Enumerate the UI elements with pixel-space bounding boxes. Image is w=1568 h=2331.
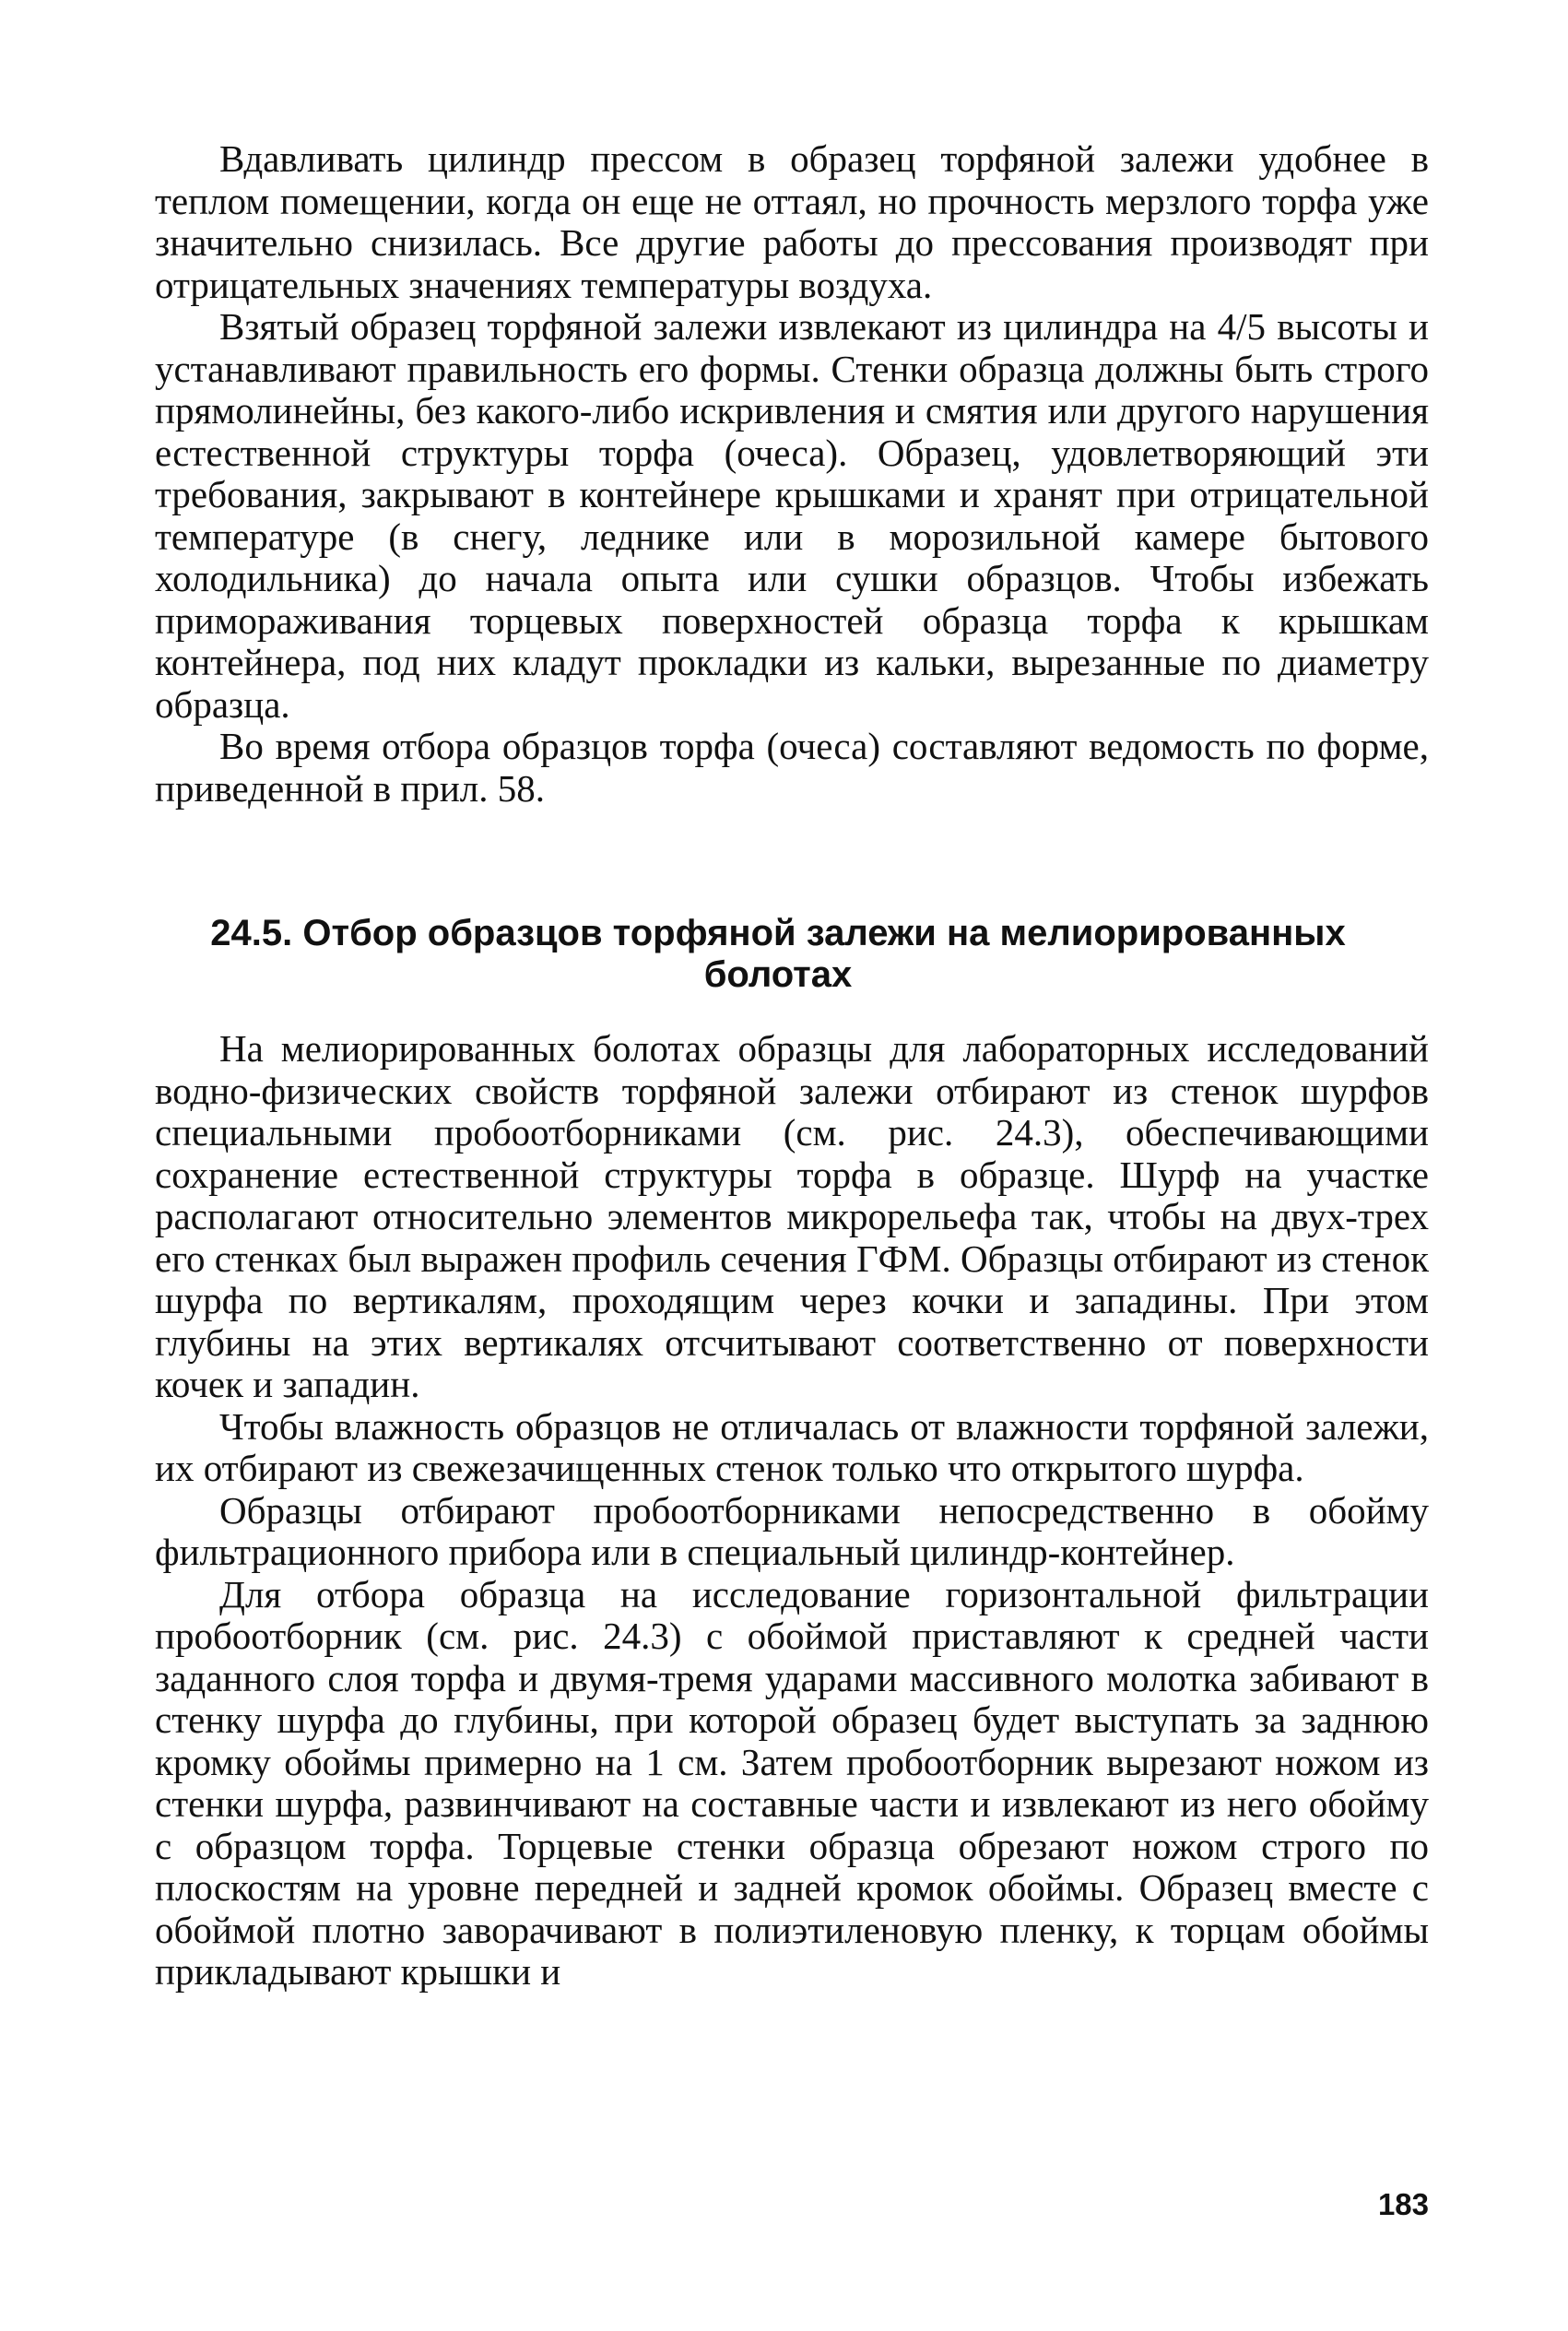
paragraph: На мелиорированных болотах образцы для лабораторных исследований водно-физических свойств торфяной залежи отбирают из стенок шурфов специальными пробоотборниками (см. рис. 24.3), обеспечивающими сохранение естественной структуры торфа в образце. Шурф на участке располагают относительно элементов микрорельефа так, чтобы на двух-трех его стенках был выражен профиль сечения ГФМ. Образцы отбирают из стенок шурфа по вертикалям, проходящим через кочки и западины. При этом глубины на этих вертикалях отсчитывают соответственно от поверхности кочек и западин. bbox=[155, 1027, 1429, 1405]
paragraph: Вдавливать цилиндр прессом в образец торфяной залежи удобнее в теплом помещении, когда он еще не оттаял, но прочность мерзлого торфа уже значительно снизилась. Все другие работы до прессования производят при отрицательных значениях температуры воздуха. bbox=[155, 137, 1429, 306]
paragraph: Чтобы влажность образцов не отличалась от влажности торфяной залежи, их отбирают из свежезачищенных стенок только что открытого шурфа. bbox=[155, 1404, 1429, 1489]
paragraph: Образцы отбирают пробоотборниками непосредственно в обойму фильтрационного прибора или в специальный цилиндр-контейнер. bbox=[155, 1488, 1429, 1573]
text-block-bottom bbox=[155, 1028, 1429, 1994]
paragraph: Во время отбора образцов торфа (очеса) составляют ведомость по форме, приведенной в прил. 58. bbox=[155, 725, 1429, 810]
text-block-top bbox=[155, 138, 1429, 810]
paragraph: Взятый образец торфяной залежи извлекают из цилиндра на 4/5 высоты и устанавливают правильность его формы. Стенки образца должны быть строго прямолинейны, без какого-либо искривления и смятия или другого нарушения естественной структуры торфа (очеса). Образец, удовлетворяющий эти требования, закрывают в контейнере крышками и хранят при отрицательной температуре (в снегу, леднике или в морозильной камере бытового холодильника) до начала опыта или сушки образцов. Чтобы избежать примораживания торцевых поверхностей образца торфа к крышкам контейнера, под них кладут прокладки из кальки, вырезанные по диаметру образца. bbox=[155, 305, 1429, 726]
section-heading: 24.5. Отбор образцов торфяной залежи на мелиорированных болотах bbox=[210, 913, 1346, 995]
page-number: 183 bbox=[1377, 2187, 1429, 2221]
paragraph: Для отбора образца на исследование горизонтальной фильтрации пробоотборник (см. рис. 24.3) с обоймой приставляют к средней части заданного слоя торфа и двумя-тремя ударами массивного молотка забивают в стенку шурфа до глубины, при которой образец будет выступать за заднюю кромку обоймы примерно на 1 см. Затем пробоотборник вырезают ножом из стенки шурфа, развинчивают на составные части и извлекают из него обойму с образцом торфа. Торцевые стенки образца обрезают ножом строго по плоскостям на уровне передней и задней кромок обоймы. Образец вместе с обоймой плотно заворачивают в полиэтиленовую пленку, к торцам обоймы прикладывают крышки и bbox=[155, 1572, 1429, 1993]
